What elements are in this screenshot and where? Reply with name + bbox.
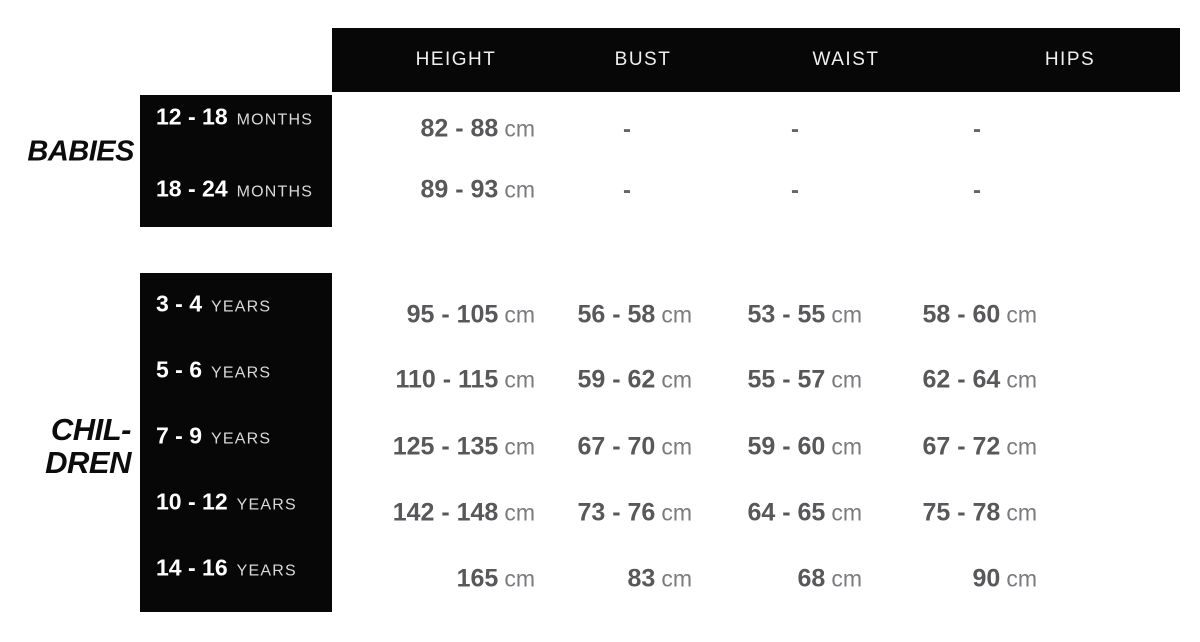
value-range: 90 bbox=[972, 564, 1001, 593]
value-unit: cm bbox=[504, 301, 535, 328]
value-cell-height bbox=[395, 366, 535, 395]
value-range: 59 - 62 bbox=[577, 365, 656, 394]
age-range: 3 - 4 bbox=[156, 290, 203, 317]
value-range: 62 - 64 bbox=[922, 365, 1001, 394]
value-range: 59 - 60 bbox=[747, 432, 826, 461]
value-unit: cm bbox=[504, 565, 535, 592]
column-header-hips: HIPS bbox=[1044, 49, 1096, 70]
value-cell-hips bbox=[922, 433, 1037, 462]
value-range: 68 bbox=[797, 564, 826, 593]
section-label-children bbox=[0, 413, 131, 479]
age-row-babies-1 bbox=[156, 104, 313, 131]
value-range: 55 - 57 bbox=[747, 365, 826, 394]
value-range: 82 - 88 bbox=[420, 114, 499, 143]
value-cell-bust bbox=[577, 499, 692, 528]
value-unit: cm bbox=[1006, 301, 1037, 328]
value-cell-height bbox=[420, 115, 535, 144]
age-unit: MONTHS bbox=[236, 111, 314, 129]
table-header-band bbox=[332, 28, 1180, 92]
value-unit: cm bbox=[1006, 565, 1037, 592]
value-unit: cm bbox=[1006, 433, 1037, 460]
value-unit: cm bbox=[504, 433, 535, 460]
value-unit: cm bbox=[661, 366, 692, 393]
age-range: 5 - 6 bbox=[156, 356, 203, 383]
value-range: 64 - 65 bbox=[747, 498, 826, 527]
value-unit: cm bbox=[661, 301, 692, 328]
age-range: 14 - 16 bbox=[156, 554, 228, 581]
age-range: 10 - 12 bbox=[156, 488, 228, 515]
value-range: 58 - 60 bbox=[922, 300, 1001, 329]
value-range: 56 - 58 bbox=[577, 300, 656, 329]
value-cell-height bbox=[393, 499, 535, 528]
value-range: 73 - 76 bbox=[577, 498, 656, 527]
age-row-children-5 bbox=[156, 555, 297, 582]
value-cell-bust bbox=[577, 366, 692, 395]
age-range: 12 - 18 bbox=[156, 103, 228, 130]
empty-value-dash-waist: - bbox=[791, 116, 799, 143]
age-unit: YEARS bbox=[211, 430, 272, 448]
column-header-height: HEIGHT bbox=[415, 49, 497, 70]
value-cell-waist bbox=[747, 301, 862, 330]
value-cell-waist bbox=[798, 565, 862, 594]
value-range: 125 - 135 bbox=[392, 432, 499, 461]
value-unit: cm bbox=[1006, 366, 1037, 393]
value-unit: cm bbox=[661, 433, 692, 460]
empty-value-dash-hips: - bbox=[973, 177, 981, 204]
value-range: 95 - 105 bbox=[406, 300, 499, 329]
age-range: 18 - 24 bbox=[156, 175, 228, 202]
age-unit: MONTHS bbox=[236, 183, 314, 201]
value-range: 53 - 55 bbox=[747, 300, 826, 329]
value-cell-waist bbox=[747, 499, 862, 528]
value-cell-waist bbox=[747, 366, 862, 395]
value-unit: cm bbox=[504, 499, 535, 526]
value-cell-bust bbox=[577, 433, 692, 462]
value-cell-hips bbox=[922, 366, 1037, 395]
section-label-babies: BABIES bbox=[27, 135, 134, 168]
age-row-children-2 bbox=[156, 357, 271, 384]
column-header-bust: BUST bbox=[614, 49, 672, 70]
children-age-box bbox=[140, 273, 332, 612]
age-row-babies-2 bbox=[156, 176, 313, 203]
empty-value-dash-hips: - bbox=[973, 116, 981, 143]
age-row-children-3 bbox=[156, 423, 271, 450]
value-unit: cm bbox=[504, 176, 535, 203]
value-unit: cm bbox=[831, 499, 862, 526]
age-row-children-4 bbox=[156, 489, 297, 516]
value-cell-waist bbox=[747, 433, 862, 462]
value-cell-hips bbox=[973, 565, 1037, 594]
age-unit: YEARS bbox=[211, 364, 272, 382]
babies-age-box bbox=[140, 95, 332, 227]
value-range: 142 - 148 bbox=[392, 498, 499, 527]
value-unit: cm bbox=[831, 366, 862, 393]
value-cell-height bbox=[393, 433, 535, 462]
value-cell-bust bbox=[577, 301, 692, 330]
value-unit: cm bbox=[831, 433, 862, 460]
value-unit: cm bbox=[504, 366, 535, 393]
value-range: 75 - 78 bbox=[922, 498, 1001, 527]
value-range: 165 bbox=[456, 564, 499, 593]
column-header-waist: WAIST bbox=[812, 49, 880, 70]
age-unit: YEARS bbox=[236, 496, 297, 514]
value-cell-bust bbox=[628, 565, 692, 594]
age-row-children-1 bbox=[156, 291, 271, 318]
value-cell-height bbox=[420, 176, 535, 205]
section-label-children-line2: DREN bbox=[45, 445, 131, 480]
value-range: 110 - 115 bbox=[395, 365, 499, 394]
value-cell-hips bbox=[922, 301, 1037, 330]
empty-value-dash-waist: - bbox=[791, 177, 799, 204]
value-cell-height bbox=[407, 301, 535, 330]
age-range: 7 - 9 bbox=[156, 422, 203, 449]
value-range: 67 - 72 bbox=[922, 432, 1001, 461]
value-range: 89 - 93 bbox=[420, 175, 499, 204]
value-unit: cm bbox=[831, 301, 862, 328]
empty-value-dash-bust: - bbox=[623, 116, 631, 143]
value-unit: cm bbox=[504, 115, 535, 142]
empty-value-dash-bust: - bbox=[623, 177, 631, 204]
age-unit: YEARS bbox=[236, 562, 297, 580]
section-label-children-line1: CHIL- bbox=[50, 412, 131, 447]
age-unit: YEARS bbox=[211, 298, 272, 316]
value-range: 83 bbox=[627, 564, 656, 593]
value-cell-hips bbox=[922, 499, 1037, 528]
value-unit: cm bbox=[661, 565, 692, 592]
value-unit: cm bbox=[1006, 499, 1037, 526]
value-unit: cm bbox=[661, 499, 692, 526]
value-unit: cm bbox=[831, 565, 862, 592]
value-range: 67 - 70 bbox=[577, 432, 656, 461]
value-cell-height bbox=[457, 565, 535, 594]
